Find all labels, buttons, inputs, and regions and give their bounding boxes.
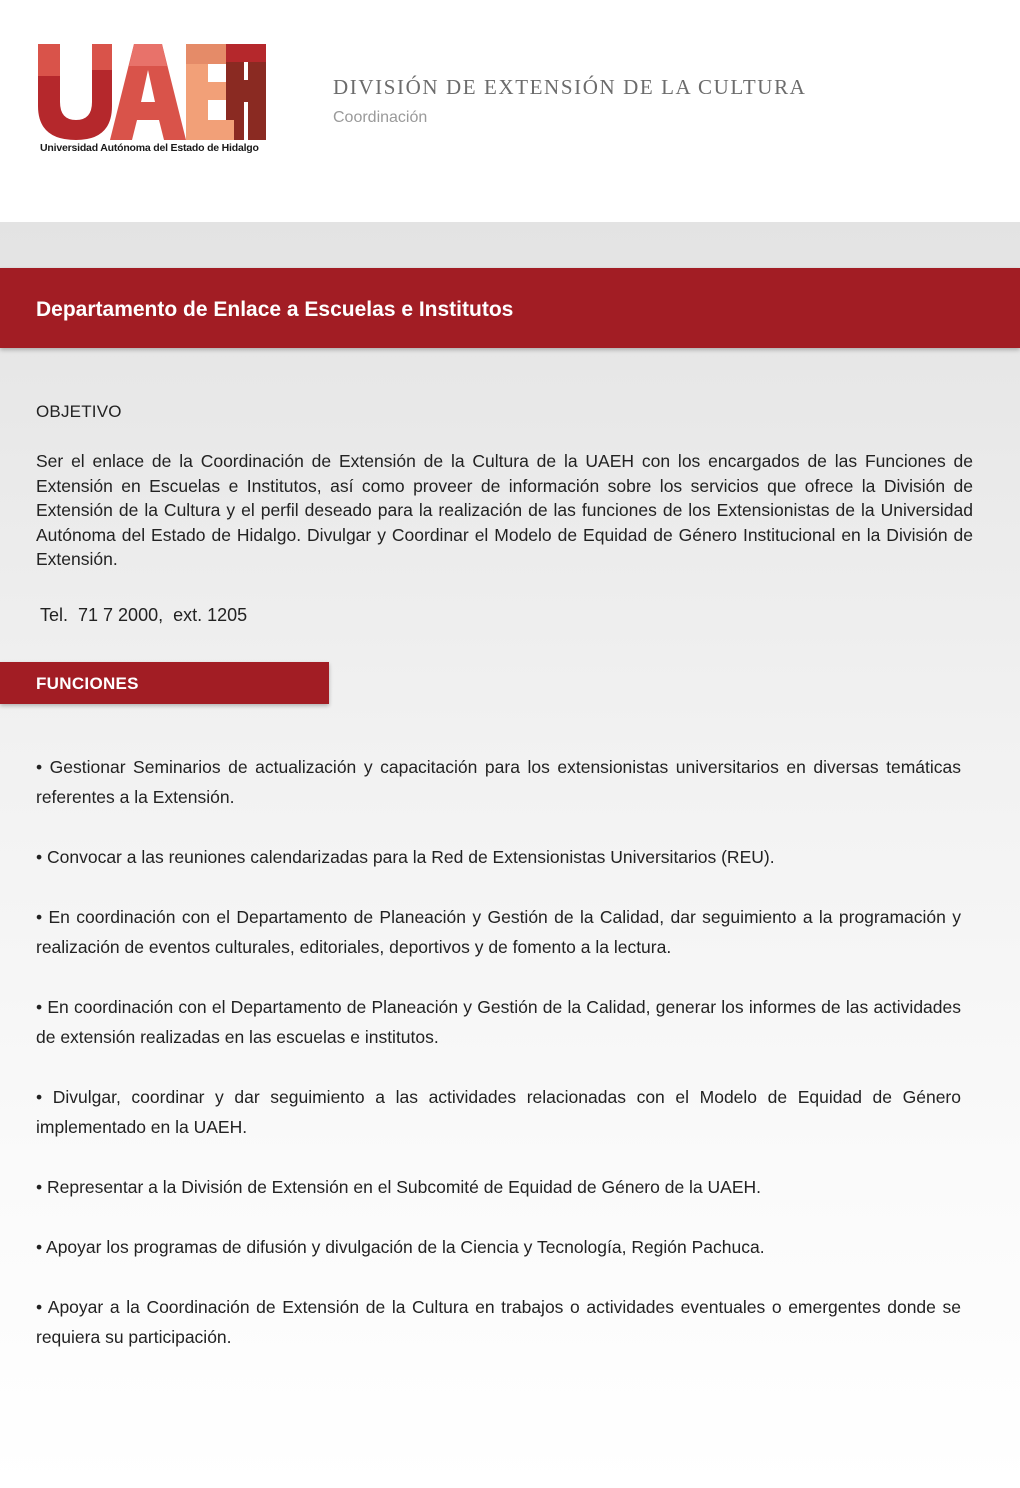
functions-heading: FUNCIONES [36,674,139,693]
uaeh-logo [36,40,266,160]
objective-heading: OBJETIVO [36,402,122,421]
function-item: • Apoyar los programas de difusión y divulgación de la Ciencia y Tecnología, Región Pachuca. [36,1237,765,1257]
functions-list [36,752,961,1382]
department-title: Departamento de Enlace a Escuelas e Institutos [36,298,514,321]
function-item: • Apoyar a la Coordinación de Extensión de la Cultura en trabajos o actividades eventuales o emergentes donde se requiera su participación. [36,1297,961,1347]
function-item: • Representar a la División de Extensión en el Subcomité de Equidad de Género de la UAEH. [36,1177,762,1197]
function-item: • Convocar a las reuniones calendarizadas para la Red de Extensionistas Universitarios (REU). [36,847,775,867]
phone-number: Tel. 71 7 2000, ext. 1205 [40,605,248,625]
objective-text: Ser el enlace de la Coordinación de Extensión de la Cultura de la UAEH con los encargados de las Funciones de Extensión en Escuelas e Institutos, así como proveer de información sobre los servicios que ofrece la División de Extensión de la Cultura y el perfil deseado para la realización de las funciones de los Extensionistas de la Universidad Autónoma del Estado de Hidalgo. Divulgar y Coordinar el Modelo de Equidad de Género Institucional en la División de Extensión. [36,451,973,569]
function-item: • Gestionar Seminarios de actualización y capacitación para los extensionistas universitarios en diversas temáticas referentes a la Extensión. [36,757,961,807]
logo-caption: Universidad Autónoma del Estado de Hidalgo [40,142,259,154]
division-subtitle: Coordinación [333,109,428,126]
page-header [0,0,1020,222]
function-item: • Divulgar, coordinar y dar seguimiento a las actividades relacionadas con el Modelo de Equidad de Género implementado en la UAEH. [36,1087,961,1137]
division-title: DIVISIÓN DE EXTENSIÓN DE LA CULTURA [333,75,807,99]
uaeh-logo-mark [36,40,266,142]
function-item: • En coordinación con el Departamento de Planeación y Gestión de la Calidad, dar seguimiento a la programación y realización de eventos culturales, editoriales, deportivos y de fomento a la lectura. [36,907,961,957]
function-item: • En coordinación con el Departamento de Planeación y Gestión de la Calidad, generar los informes de las actividades de extensión realizadas en las escuelas e institutos. [36,997,961,1047]
